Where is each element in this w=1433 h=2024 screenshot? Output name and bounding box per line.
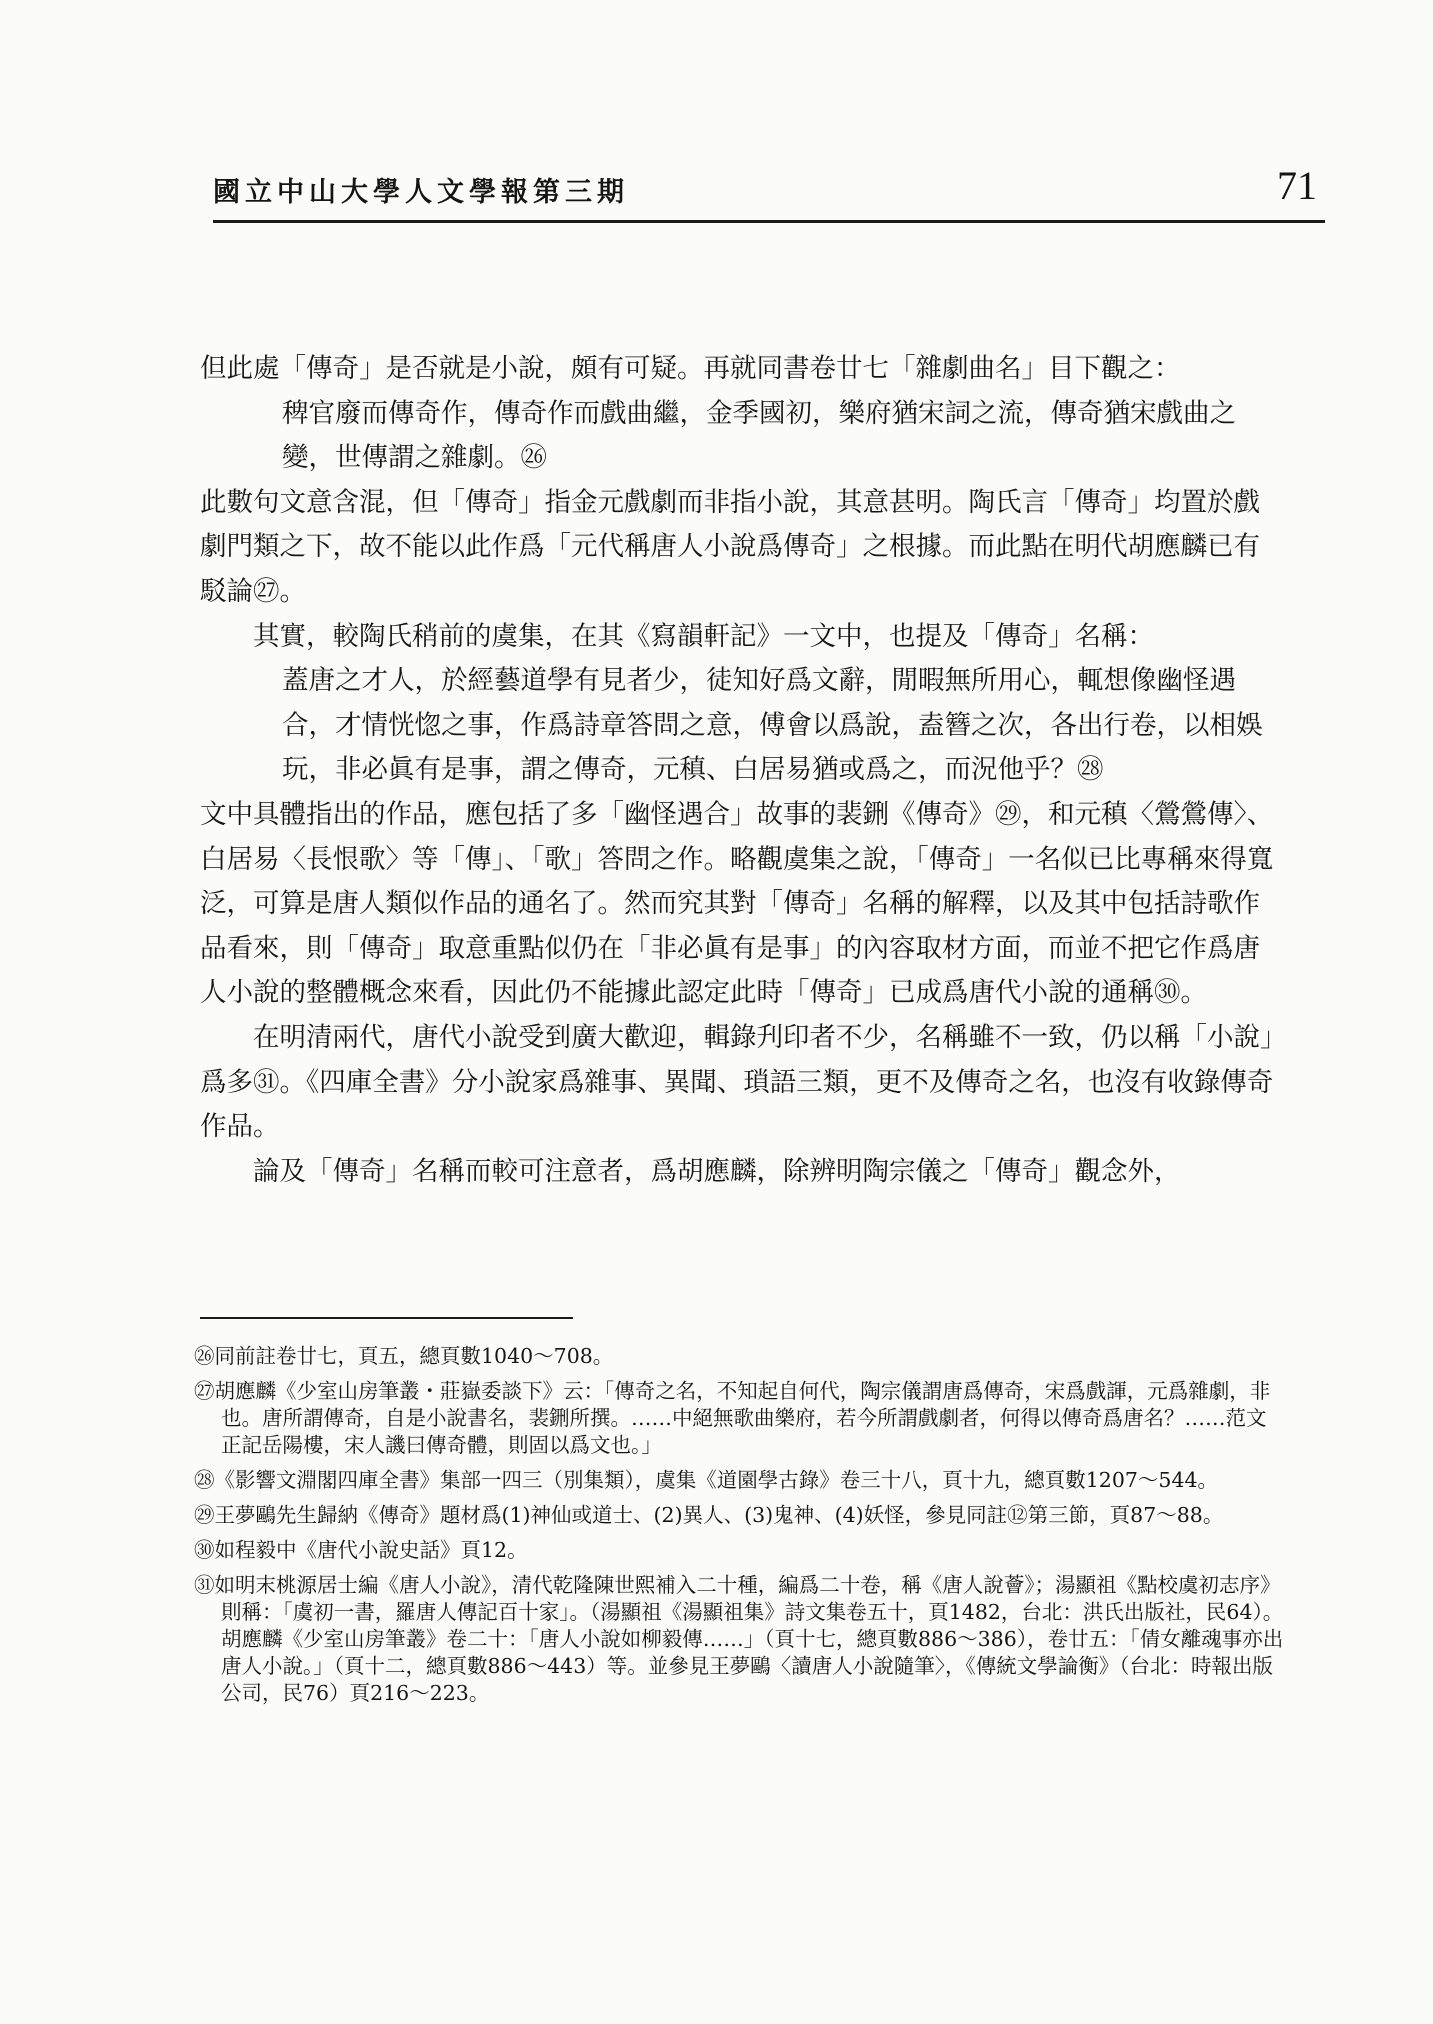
body-paragraph: 文中具體指出的作品，應包括了多「幽怪遇合」故事的裴鉶《傳奇》㉙，和元稹〈鶯鶯傳〉、白居易〈長恨歌〉等「傳」、「歌」答問之作。略觀虞集之說，「傳奇」一名似已比專稱來得寬泛，可算是唐人類似作品的通名了。然而究其對「傳奇」名稱的解釋，以及其中包括詩歌作品看來，則「傳奇」取意重點似仍在「非必眞有是事」的內容取材方面，而並不把它作爲唐人小說的整體概念來看，因此仍不能據此認定此時「傳奇」已成爲唐代小說的通稱㉚。 (200, 798, 1274, 1009)
journal-title: 國立中山大學人文學報第三期 (213, 177, 629, 208)
body-text (200, 347, 1278, 1194)
body-paragraph: 其實，較陶氏稍前的虞集，在其《寫韻軒記》一文中，也提及「傳奇」名稱： (253, 620, 1154, 652)
running-header (213, 162, 1325, 223)
footnote-27: ㉗胡應麟《少室山房筆叢・莊嶽委談下》云：「傳奇之名，不知起自何代，陶宗儀謂唐爲傳奇，宋爲戲諢，元爲雜劇，非也。唐所謂傳奇，自是小說書名，裴鉶所撰。……中絕無歌曲樂府，若今所謂戲劇者，何得以傳奇爲唐名？……范文正記岳陽樓，宋人譏曰傳奇體，則固以爲文也。」 (194, 1379, 1271, 1457)
footnote-31: ㉛如明末桃源居士編《唐人小說》，清代乾隆陳世熙補入二十種，編爲二十卷，稱《唐人說薈》；湯顯祖《點校虞初志序》則稱：「虞初一書，羅唐人傳記百十家」。（湯顯祖《湯顯祖集》詩文集卷五十，頁1482，台北：洪氏出版社，民64）。胡應麟《少室山房筆叢》卷二十：「唐人小說如柳毅傳……」（頁十七，總頁數886～386），卷廿五：「倩女離魂事亦出唐人小說。」（頁十二，總頁數886～443）等。並參見王夢鷗〈讀唐人小說隨筆〉，《傳統文學論衡》（台北：時報出版公司，民76）頁216～223。 (194, 1573, 1284, 1705)
footnote-28: ㉘《影響文淵閣四庫全書》集部一四三（別集類），虞集《道園學古錄》卷三十八，頁十九，總頁數1207～544。 (194, 1468, 1219, 1492)
footnote-30: ㉚如程毅中《唐代小說史話》頁12。 (194, 1538, 528, 1562)
page-number: 71 (1277, 163, 1317, 208)
footnote-26: ㉖同前註卷廿七，頁五，總頁數1040～708。 (194, 1344, 614, 1368)
footnote-29: ㉙王夢鷗先生歸納《傳奇》題材爲(1)神仙或道士、(2)異人、(3)鬼神、(4)妖怪，參見同註⑫第三節，頁87～88。 (194, 1503, 1224, 1527)
footnotes (194, 1343, 1286, 1715)
body-paragraph: 論及「傳奇」名稱而較可注意者，爲胡應麟，除辨明陶宗儀之「傳奇」觀念外， (253, 1155, 1181, 1187)
body-paragraph: 在明清兩代，唐代小說受到廣大歡迎，輯錄刋印者不少，名稱雖不一致，仍以稱「小說」爲多㉛。《四庫全書》分小說家爲雜事、異聞、瑣語三類，更不及傳奇之名，也沒有收錄傳奇作品。 (200, 1021, 1274, 1143)
body-paragraph: 此數句文意含混，但「傳奇」指金元戲劇而非指小說，其意甚明。陶氏言「傳奇」均置於戲劇門類之下，故不能以此作爲「元代稱唐人小說爲傳奇」之根據。而此點在明代胡應麟已有駁論㉗。 (200, 486, 1260, 607)
footnote-divider (200, 1317, 573, 1319)
block-quote: 稗官廢而傳奇作，傳奇作而戲曲繼，金季國初，樂府猶宋詞之流，傳奇猶宋戲曲之變，世傳謂之雜劇。㉖ (282, 397, 1236, 474)
block-quote: 蓋唐之才人，於經藝道學有見者少，徒知好爲文辭，閒暇無所用心，輒想像幽怪遇合，才情恍惚之事，作爲詩章答問之意，傅會以爲說，盍簪之次，各出行卷，以相娛玩，非必眞有是事，謂之傳奇，元稹、白居易猶或爲之，而況他乎？㉘ (282, 665, 1263, 786)
body-paragraph: 但此處「傳奇」是否就是小說，頗有可疑。再就同書卷廿七「雜劇曲名」目下觀之： (200, 353, 1181, 384)
